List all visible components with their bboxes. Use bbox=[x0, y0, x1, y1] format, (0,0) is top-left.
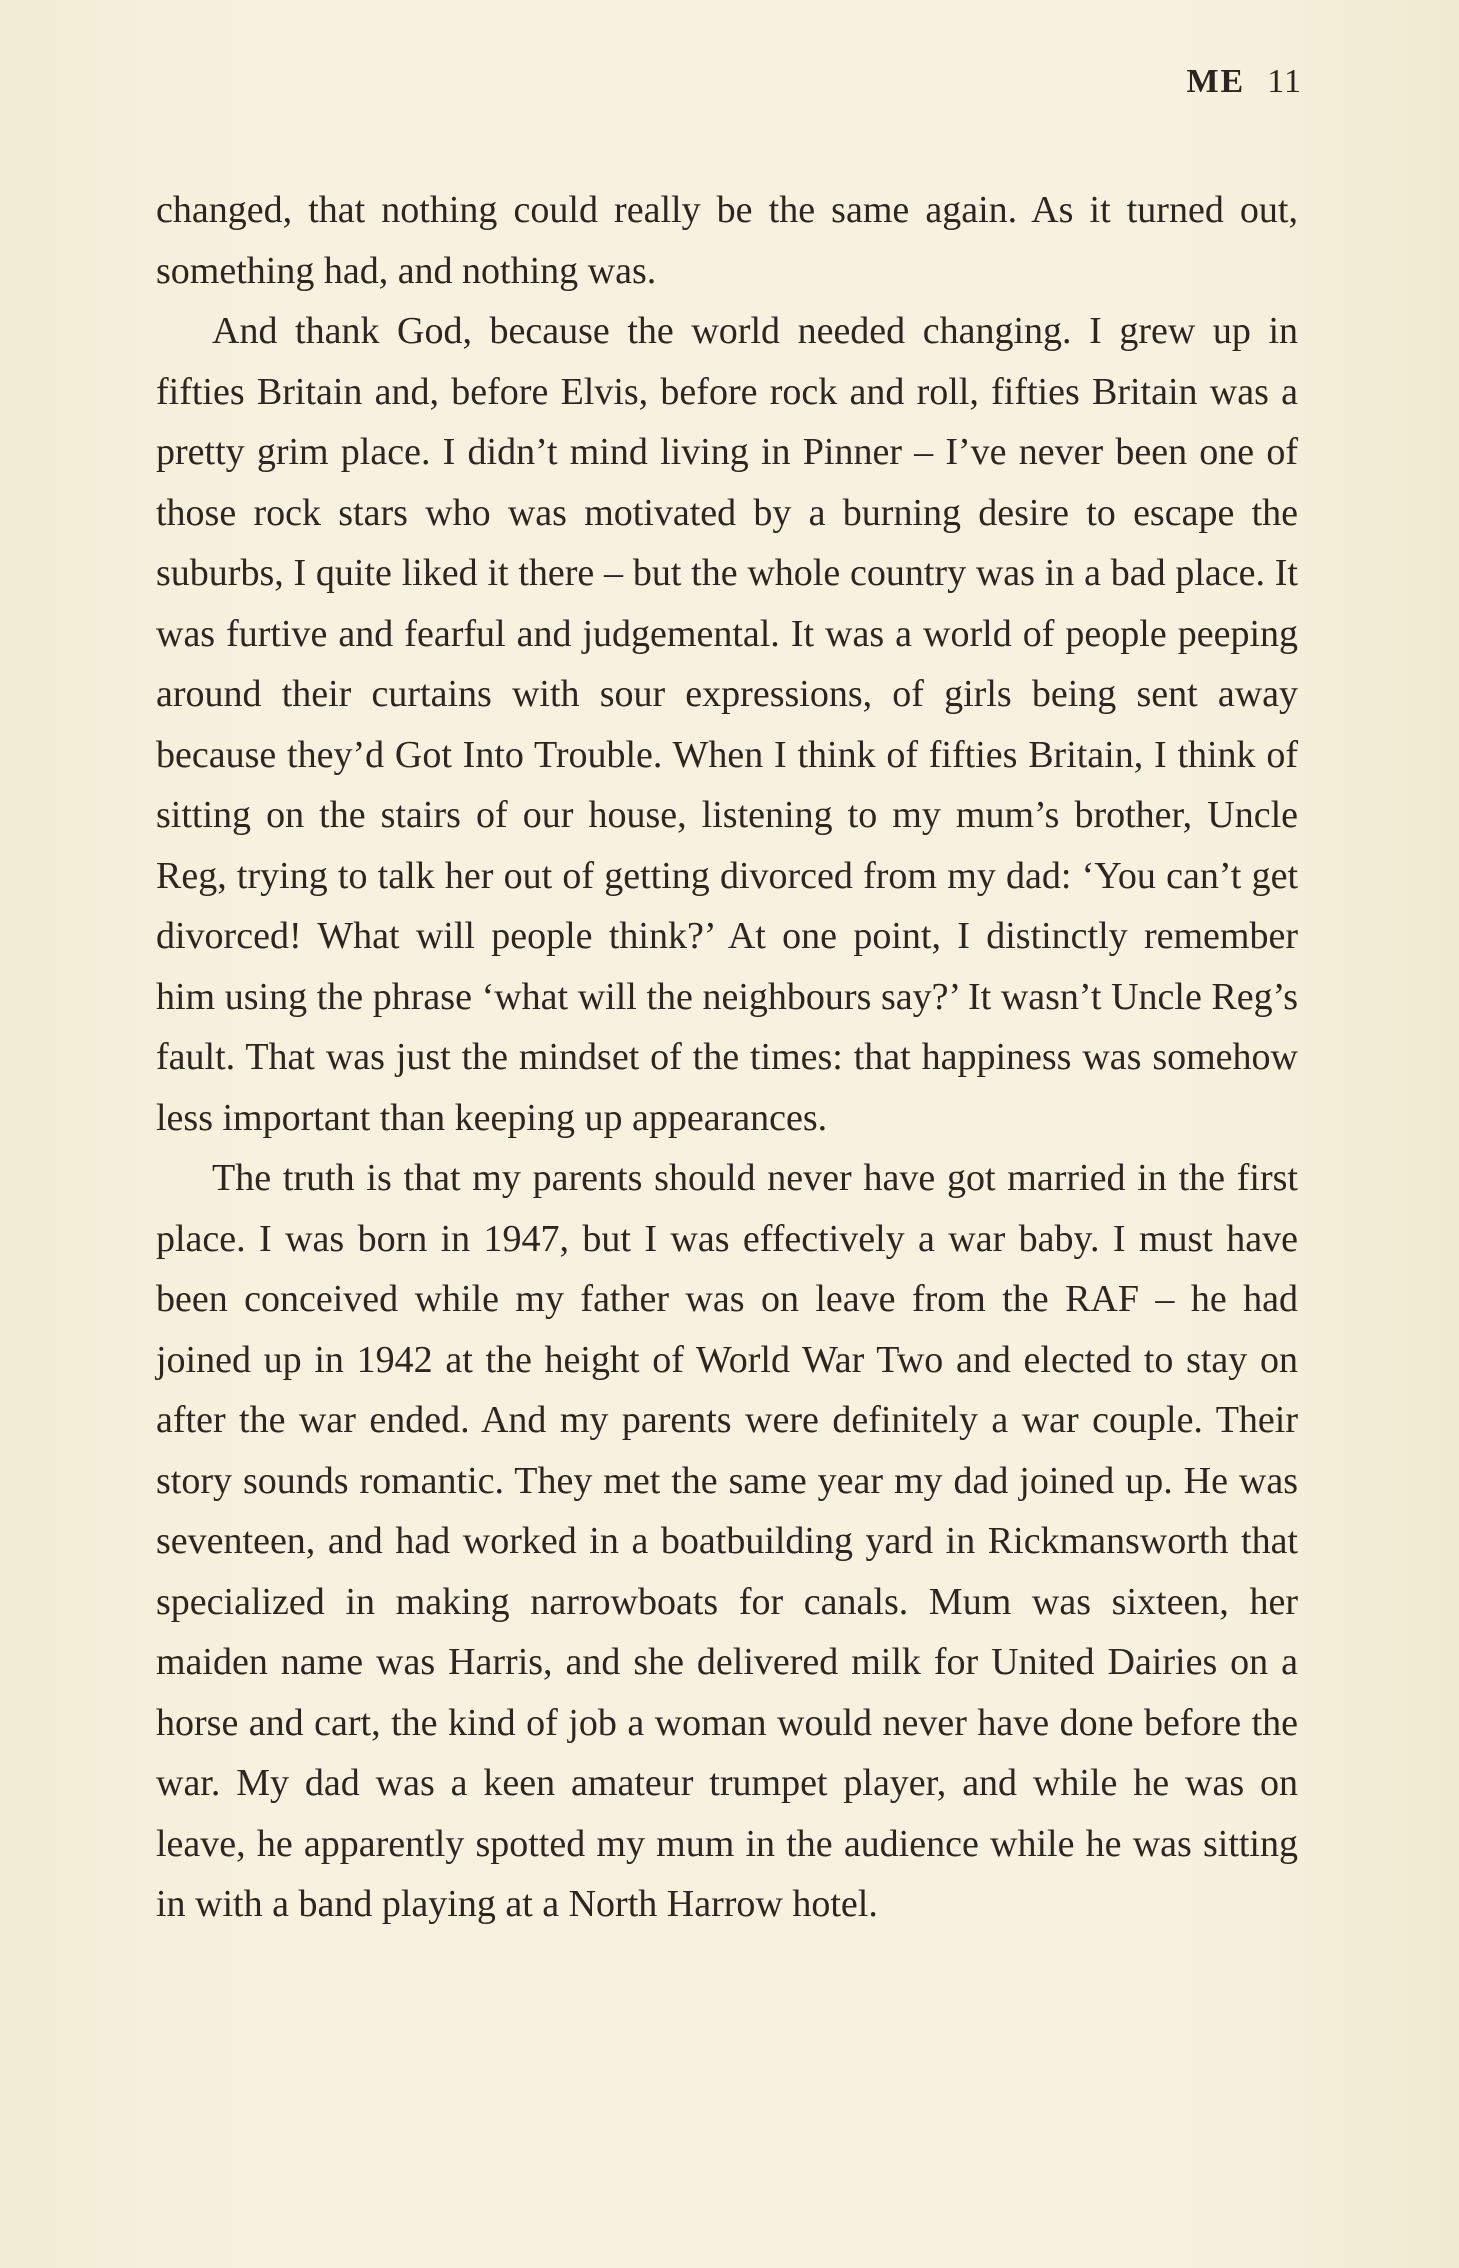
paragraph-1: changed, that nothing could really be the same again. As it turned out, something had, and nothing was. bbox=[156, 189, 1298, 292]
page-number: 11 bbox=[1267, 63, 1302, 100]
running-head bbox=[1186, 62, 1302, 102]
paragraph-2: And thank God, because the world needed changing. I grew up in fifties Britain and, before Elvis, before rock and roll, fifties Britain was a pretty grim place. I didn’t mind living in Pinner – I’ve never been one of those rock stars who was motivated by a burning desire to escape the suburbs, I quite liked it there – but the whole country was in a bad place. It was furtive and fearful and judgemental. It was a world of people peeping around their curtains with sour expressions, of girls being sent away because they’d Got Into Trouble. When I think of fifties Britain, I think of sitting on the stairs of our house, listening to my mum’s brother, Uncle Reg, trying to talk her out of getting divorced from my dad: ‘You can’t get divorced! What will people think?’ At one point, I distinctly remember him using the phrase ‘what will the neighbours say?’ It wasn’t Uncle Reg’s fault. That was just the mindset of the times: that happiness was somehow less important than keeping up appearances. bbox=[156, 310, 1298, 1139]
body-text bbox=[156, 180, 1298, 1935]
section-title: ME bbox=[1186, 63, 1246, 100]
paragraph-3: The truth is that my parents should never have got married in the first place. I was born in 1947, but I was effectively a war baby. I must have been conceived while my father was on leave from the RAF – he had joined up in 1942 at the height of World War Two and elected to stay on after the war ended. And my parents were definitely a war couple. Their story sounds romantic. They met the same year my dad joined up. He was seventeen, and had worked in a boatbuilding yard in Rickmansworth that specialized in making narrowboats for canals. Mum was sixteen, her maiden name was Harris, and she delivered milk for United Dairies on a horse and cart, the kind of job a woman would never have done before the war. My dad was a keen amateur trumpet player, and while he was on leave, he apparently spotted my mum in the audience while he was sitting in with a band playing at a North Harrow hotel. bbox=[156, 1157, 1298, 1925]
